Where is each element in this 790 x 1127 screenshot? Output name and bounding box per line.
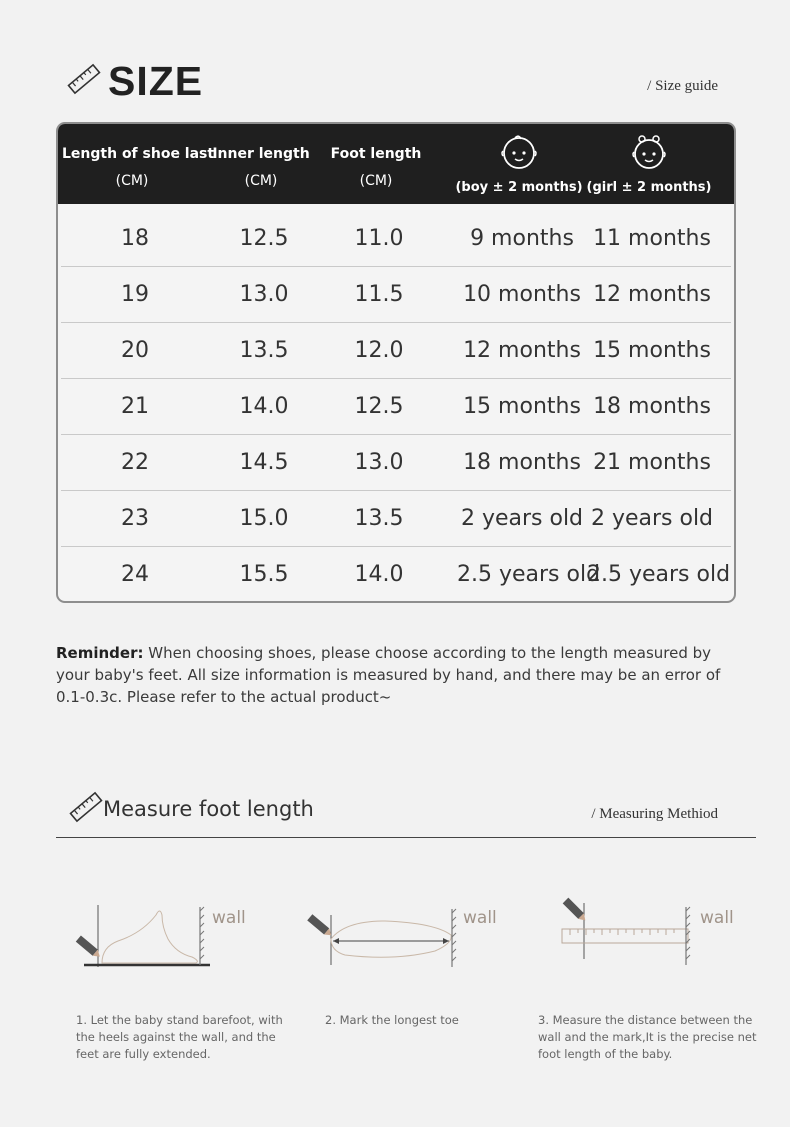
table-cell: 11.0 xyxy=(354,226,404,251)
reminder-text xyxy=(56,642,746,708)
table-cell: 2 years old xyxy=(590,506,714,531)
table-cell: 12.0 xyxy=(354,338,404,363)
table-cell: 11 months xyxy=(593,226,711,251)
measure-header xyxy=(56,790,756,838)
table-row xyxy=(61,267,731,323)
column-header-unit: (CM) xyxy=(359,173,393,189)
table-cell: 23 xyxy=(121,506,149,531)
wall-label: wall xyxy=(463,908,497,928)
table-row xyxy=(61,379,731,435)
measure-title: Measure foot length xyxy=(103,797,314,821)
table-cell: 22 xyxy=(121,450,149,475)
wall-label: wall xyxy=(212,908,246,928)
column-header-unit: (CM) xyxy=(244,173,278,189)
table-cell: 14.5 xyxy=(239,450,289,475)
table-cell: 9 months xyxy=(470,226,574,251)
step2-illustration xyxy=(305,895,465,980)
step1-caption: 1. Let the baby stand barefoot, with the heels against the wall, and the feet are fully extended. xyxy=(76,1013,283,1061)
table-cell: 21 xyxy=(121,394,149,419)
table-cell: 13.5 xyxy=(239,338,289,363)
column-header-foot-length xyxy=(320,124,432,204)
table-cell: 15.5 xyxy=(239,562,289,587)
table-cell: 12.5 xyxy=(239,226,289,251)
reminder-body: When choosing shoes, please choose according to the length measured by your baby's feet. All size information is measured by hand, and there may be an error of 0.1-0.3c. Please refer to the actual product~ xyxy=(56,644,721,706)
table-row xyxy=(61,491,731,547)
table-cell: 20 xyxy=(121,338,149,363)
step2-caption: 2. Mark the longest toe xyxy=(325,1013,459,1027)
table-cell: 13.5 xyxy=(354,506,404,531)
boy-face-icon xyxy=(498,132,540,172)
table-cell: 15.0 xyxy=(239,506,289,531)
table-cell: 13.0 xyxy=(239,282,289,307)
size-table xyxy=(56,122,736,603)
girl-face-icon xyxy=(628,132,670,172)
step3-illustration xyxy=(556,895,701,980)
table-cell: 12.5 xyxy=(354,394,404,419)
table-cell: 12 months xyxy=(593,282,711,307)
column-header-label: Foot length xyxy=(330,146,422,162)
step1-illustration xyxy=(72,895,212,980)
table-cell: 15 months xyxy=(463,394,581,419)
column-header-girl xyxy=(584,124,714,204)
column-header-label: Inner length xyxy=(212,146,310,162)
ruler-icon xyxy=(68,790,104,824)
table-row xyxy=(61,435,731,491)
table-cell: 12 months xyxy=(463,338,581,363)
table-cell: 11.5 xyxy=(354,282,404,307)
table-cell: 24 xyxy=(121,562,149,587)
table-cell: 18 months xyxy=(593,394,711,419)
table-cell: 13.0 xyxy=(354,450,404,475)
step3-caption: 3. Measure the distance between the wall and the mark,It is the precise net foot length of the baby. xyxy=(538,1013,757,1061)
column-header-inner-length xyxy=(202,124,320,204)
wall-label: wall xyxy=(700,908,734,928)
table-cell: 10 months xyxy=(463,282,581,307)
table-cell: 18 months xyxy=(463,450,581,475)
table-cell: 15 months xyxy=(593,338,711,363)
size-guide-label: / Size guide xyxy=(647,78,718,94)
table-cell: 14.0 xyxy=(239,394,289,419)
column-header-shoe-last xyxy=(62,124,215,204)
column-header-label: Length of shoe last xyxy=(62,146,215,162)
column-header-caption: (girl ± 2 months) xyxy=(586,180,712,195)
table-cell: 18 xyxy=(121,226,149,251)
column-header-boy xyxy=(454,124,584,204)
table-cell: 21 months xyxy=(593,450,711,475)
table-row xyxy=(61,547,731,603)
column-header-unit: (CM) xyxy=(115,173,149,189)
table-cell: 2.5 years old xyxy=(457,562,601,587)
table-cell: 2.5 years old xyxy=(587,562,731,587)
size-header xyxy=(66,58,726,108)
reminder-label: Reminder: xyxy=(56,644,144,662)
size-title: SIZE xyxy=(108,58,204,104)
measure-subtitle: / Measuring Methiod xyxy=(591,806,718,822)
table-cell: 19 xyxy=(121,282,149,307)
table-row xyxy=(61,323,731,379)
table-cell: 14.0 xyxy=(354,562,404,587)
column-header-caption: (boy ± 2 months) xyxy=(455,180,583,195)
ruler-icon xyxy=(66,62,102,96)
table-cell: 2 years old xyxy=(460,506,584,531)
table-header xyxy=(58,124,734,204)
table-row xyxy=(61,211,731,267)
